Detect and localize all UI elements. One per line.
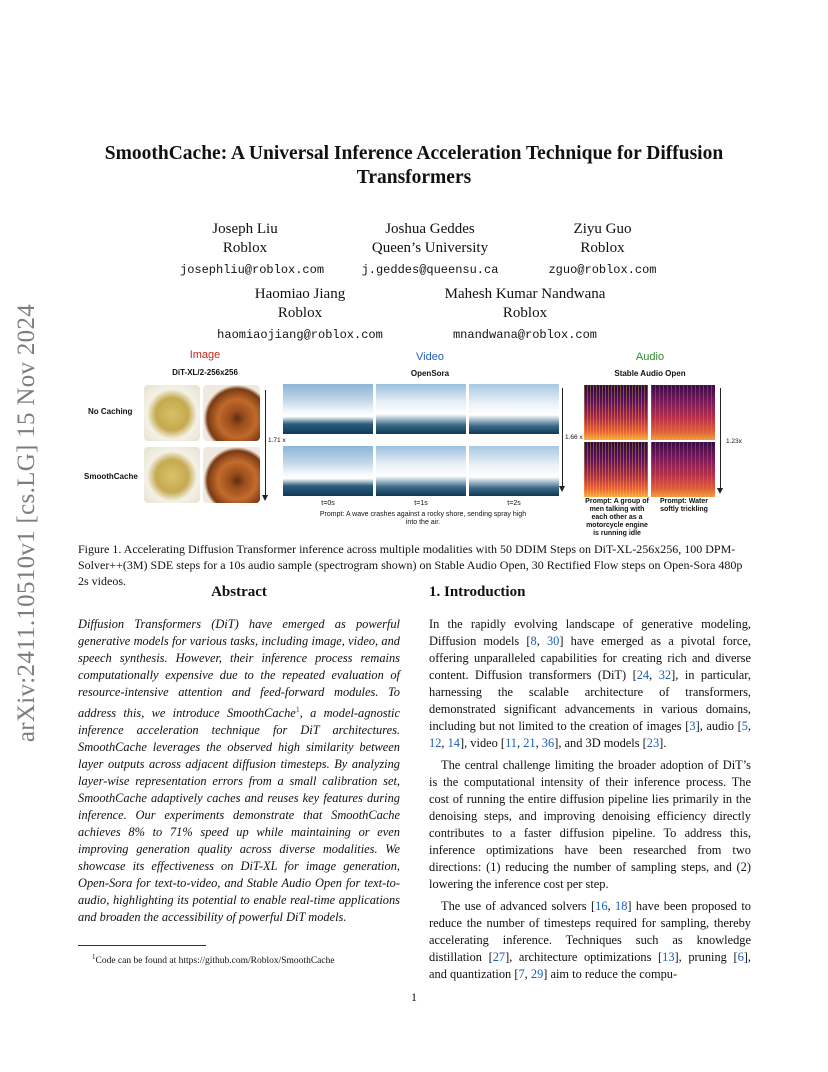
paragraph-text: ,	[536, 634, 547, 648]
author-name: Ziyu Guo	[573, 221, 632, 237]
abstract-heading: Abstract	[211, 584, 267, 600]
citation-link[interactable]: 16	[595, 899, 608, 913]
paragraph-text: ], and quantization [	[429, 950, 752, 981]
author-email[interactable]: haomiaojiang@roblox.com	[217, 328, 383, 342]
author-affiliation: Roblox	[580, 240, 625, 256]
author-email[interactable]: josephliu@roblox.com	[180, 263, 325, 277]
speedup-arrow-video	[562, 388, 563, 488]
figure-caption: Figure 1. Accelerating Diffusion Transformer inference across multiple modalities with 50 DDIM Steps on DiT-XL-256x256, 100 DPM-Solver++(3M) SDE steps for a 10s audio sample (spectrogram shown) on Stable Audio Open, 30 Rectified Flow steps on Open-Sora 480p 2s videos.	[78, 542, 743, 588]
wave-frame-t1-no-caching	[376, 384, 466, 434]
speedup-arrow-image	[265, 390, 266, 497]
wave-frame-t2-no-caching	[469, 384, 559, 434]
paragraph-text: ,	[441, 736, 448, 750]
abstract-text-part: Diffusion Transformers (DiT) have emerged as powerful generative models for various tasks, including image, video, and speech synthesis. However, their inference process remains computationally expensive due to the repeated evaluation of resource-intensive attention and feed-forward modules. To address this, we introduce SmoothCache	[78, 617, 400, 721]
abstract-text-part: , a model-agnostic inference acceleration technique for DiT architectures. SmoothCache leverages the observed high similarity between layer outputs across adjacent diffusion timesteps. By analyzing layer-wise representation errors from a small calibration set, SmoothCache adaptively caches and reuses key features during inference. Our experiments demonstrate that SmoothCache achieves 8% to 71% speed up while maintaining or even improving generation quality across diverse modalities. We showcase its effectiveness on DiT-XL for image generation, Open-Sora for text-to-video, and Stable Audio Open for text-to-audio, highlighting its potential to enable real-time applications and broaden the accessibility of powerful DiT models.	[78, 706, 400, 925]
soup-image-smoothcache	[144, 447, 200, 503]
citation-link[interactable]: 27	[492, 950, 506, 964]
image-panel-heading: Image	[189, 349, 221, 361]
paragraph-text: ,	[535, 736, 542, 750]
intro-paragraph	[429, 898, 751, 983]
bagel-image-no-caching	[203, 385, 260, 441]
video-panel-model: OpenSora	[410, 369, 450, 378]
paragraph-text: ,	[517, 736, 524, 750]
paragraph-text: In the rapidly evolving landscape of generative modeling, Diffusion models [	[429, 617, 751, 648]
abstract-text	[78, 616, 400, 926]
speedup-video: 1.66 x	[565, 434, 583, 441]
citation-link[interactable]: 29	[530, 967, 544, 981]
citation-link[interactable]: 21	[523, 736, 536, 750]
time-label: t=0s	[321, 500, 335, 507]
citation-link[interactable]: 5	[741, 719, 748, 733]
paragraph-text: ] have emerged as a pivotal force, offering unparalleled capabilities for creating rich and diverse content. Diffusion transformers (DiT) [	[429, 634, 752, 682]
citation-link[interactable]: 30	[546, 634, 560, 648]
page-number: 1	[411, 990, 417, 1004]
citation-link[interactable]: 6	[737, 950, 744, 964]
citation-link[interactable]: 13	[662, 950, 675, 964]
paragraph-text: ], in particular, harnessing the scalable architecture of transformers, demonstrated significant advancements in various domains, including but not limited to the creation of images [	[429, 668, 752, 733]
author-affiliation: Queen’s University	[371, 240, 489, 256]
paragraph-text: ].	[659, 736, 667, 750]
paragraph-text: ] aim to reduce the compu-	[543, 967, 678, 981]
audio-prompt-1: Prompt: A group of men talking with each other as a motorcycle engine is running idle	[585, 498, 649, 537]
paragraph-text: ,	[524, 967, 531, 981]
author-email[interactable]: j.geddes@queensu.ca	[361, 263, 499, 277]
footnote-mark: 1	[92, 953, 96, 961]
author-affiliation: Roblox	[277, 305, 323, 321]
citation-link[interactable]: 12	[429, 736, 442, 750]
spectrogram-smoothcache-2	[651, 442, 715, 497]
citation-link[interactable]: 3	[689, 719, 696, 733]
wave-frame-t0-no-caching	[283, 384, 373, 434]
wave-frame-t1-smoothcache	[376, 446, 466, 496]
paragraph-text: ,	[649, 668, 659, 682]
arrowhead-icon	[717, 488, 723, 494]
time-label: t=2s	[507, 500, 521, 507]
citation-link[interactable]: 36	[541, 736, 555, 750]
speedup-arrow-audio	[720, 388, 721, 490]
footnote-text: Code can be found at https://github.com/Roblox/SmoothCache	[95, 956, 335, 967]
intro-paragraph	[429, 757, 751, 893]
author-name: Mahesh Kumar Nandwana	[444, 286, 606, 302]
footnote	[92, 951, 402, 967]
wave-frame-t0-smoothcache	[283, 446, 373, 496]
wave-frame-t2-smoothcache	[469, 446, 559, 496]
citation-link[interactable]: 8	[530, 634, 537, 648]
citation-link[interactable]: 23	[646, 736, 660, 750]
citation-link[interactable]: 11	[505, 736, 517, 750]
paragraph-text: ], and 3D models [	[554, 736, 647, 750]
paragraph-text: ], audio [	[695, 719, 742, 733]
audio-panel-model: Stable Audio Open	[614, 369, 686, 378]
image-panel-model: DiT-XL/2-256x256	[172, 368, 238, 377]
paragraph-text: ], pruning [	[674, 950, 738, 964]
author-name: Joshua Geddes	[385, 221, 475, 237]
citation-link[interactable]: 18	[615, 899, 628, 913]
footnote-rule	[78, 945, 206, 946]
section-heading-introduction: 1. Introduction	[429, 584, 526, 600]
paper-title: SmoothCache: A Universal Inference Acceleration Technique for Diffusion Transformers	[104, 143, 724, 188]
paragraph-text: The central challenge limiting the broader adoption of DiT’s is the computational intensity of their inference process. The cost of running the entire diffusion pipeline lies primarily in the denoising steps, and improving denoising efficiency directly contributes to a faster diffusion pipeline. To address this, inference optimizations have been researched from two directions: (1) reducing the number of sampling steps, and (2) lowering the inference cost per step.	[429, 758, 751, 891]
soup-image-no-caching	[144, 385, 200, 441]
paragraph-text: The use of advanced solvers [	[441, 899, 596, 913]
footnote-mark[interactable]: 1	[295, 705, 300, 714]
citation-link[interactable]: 14	[447, 736, 460, 750]
author-name: Haomiao Jiang	[254, 286, 346, 302]
author-name: Joseph Liu	[212, 221, 278, 237]
video-prompt: Prompt: A wave crashes against a rocky shore, sending spray high into the air.	[319, 511, 527, 526]
arrowhead-icon	[559, 486, 565, 492]
paragraph-text: ,	[607, 899, 616, 913]
spectrogram-no-caching-1	[584, 385, 648, 440]
speedup-audio: 1.23x	[726, 438, 742, 445]
author-email[interactable]: zguo@roblox.com	[548, 263, 657, 277]
intro-paragraph	[429, 616, 751, 752]
paragraph-text: ] have been proposed to reduce the number of timesteps required for sampling, thereby accelerating inference. Techniques such as knowledge distillation [	[429, 899, 751, 964]
bagel-image-smoothcache	[203, 447, 260, 503]
author-affiliation: Roblox	[222, 240, 268, 256]
author-affiliation: Roblox	[502, 305, 548, 321]
time-label: t=1s	[414, 500, 428, 507]
audio-panel-heading: Audio	[635, 351, 665, 363]
arrowhead-icon	[262, 495, 268, 501]
citation-link[interactable]: 24	[636, 668, 650, 682]
video-panel-heading: Video	[416, 351, 444, 363]
citation-link[interactable]: 32	[658, 668, 672, 682]
citation-link[interactable]: 7	[518, 967, 525, 981]
speedup-image: 1.71 x	[268, 437, 286, 444]
arxiv-stamp: arXiv:2411.10510v1 [cs.LG] 15 Nov 2024	[13, 303, 40, 743]
paragraph-text: ], video [	[459, 736, 506, 750]
introduction-text	[429, 616, 751, 983]
paragraph-text: ,	[747, 719, 752, 733]
paragraph-text: ], architecture optimizations [	[505, 950, 663, 964]
spectrogram-no-caching-2	[651, 385, 715, 440]
row-label-smoothcache: SmoothCache	[84, 472, 138, 481]
author-email[interactable]: mnandwana@roblox.com	[452, 328, 598, 342]
spectrogram-smoothcache-1	[584, 442, 648, 497]
row-label-no-caching: No Caching	[88, 407, 133, 416]
audio-prompt-2: Prompt: Water softly trickling	[660, 498, 708, 513]
